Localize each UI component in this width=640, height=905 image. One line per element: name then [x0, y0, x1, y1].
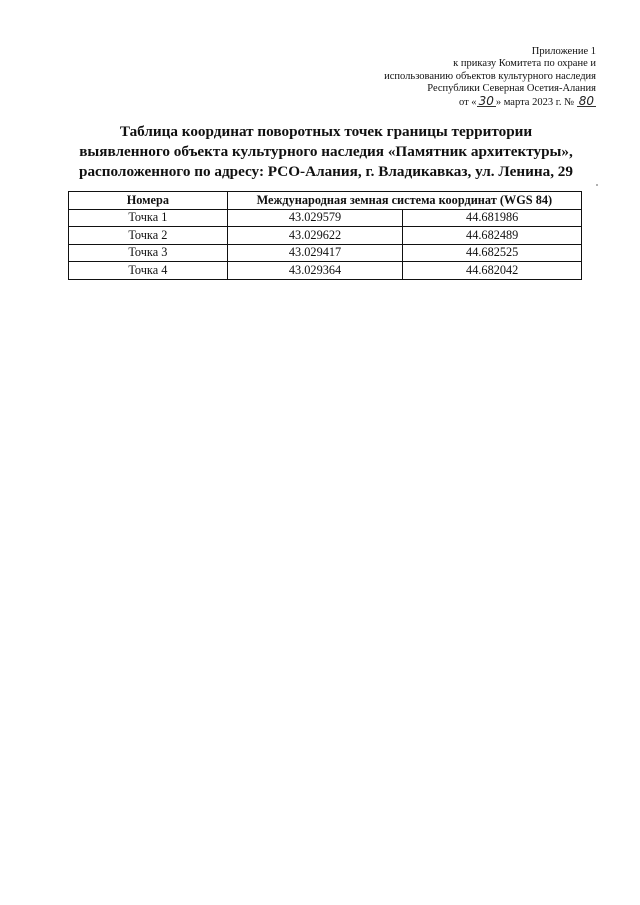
- header-number: Номера: [69, 192, 228, 210]
- point-longitude: 44.681986: [403, 209, 582, 227]
- table-row: [69, 209, 582, 227]
- point-longitude: 44.682042: [403, 262, 582, 280]
- point-longitude: 44.682489: [403, 227, 582, 245]
- header-coordinate-system: Международная земная система координат (WGS 84): [227, 192, 581, 210]
- point-name: Точка 1: [69, 209, 228, 227]
- point-latitude: 43.029579: [227, 209, 403, 227]
- point-latitude: 43.029622: [227, 227, 403, 245]
- order-number-handwritten: 80: [578, 93, 594, 108]
- appendix-republic: Республики Северная Осетия-Алания: [427, 83, 596, 95]
- point-name: Точка 3: [69, 244, 228, 262]
- scan-speck: [596, 184, 598, 186]
- table-row: [69, 227, 582, 245]
- date-prefix: от «: [458, 96, 477, 108]
- table-row: [69, 262, 582, 280]
- document-title: [40, 122, 612, 182]
- table-row: [69, 244, 582, 262]
- point-name: Точка 2: [69, 227, 228, 245]
- title-line-1: Таблица координат поворотных точек границы территории: [119, 123, 533, 140]
- table-header-row: [69, 192, 582, 210]
- point-name: Точка 4: [69, 262, 228, 280]
- coordinates-table: [68, 191, 582, 280]
- appendix-order-ref: к приказу Комитета по охране и: [453, 58, 596, 70]
- date-middle: » марта 2023 г. №: [495, 96, 575, 108]
- title-line-3: расположенного по адресу: РСО-Алания, г. Владикавказ, ул. Ленина, 29: [79, 163, 573, 180]
- appendix-committee: использованию объектов культурного наследия: [384, 70, 596, 82]
- title-line-2: выявленного объекта культурного наследия «Памятник архитектуры»,: [79, 143, 573, 160]
- point-latitude: 43.029364: [227, 262, 403, 280]
- date-day-handwritten: 30: [478, 93, 494, 108]
- appendix-header: [384, 46, 596, 109]
- appendix-number: Приложение 1: [531, 46, 596, 57]
- point-longitude: 44.682525: [403, 244, 582, 262]
- appendix-date-line: [384, 93, 596, 109]
- point-latitude: 43.029417: [227, 244, 403, 262]
